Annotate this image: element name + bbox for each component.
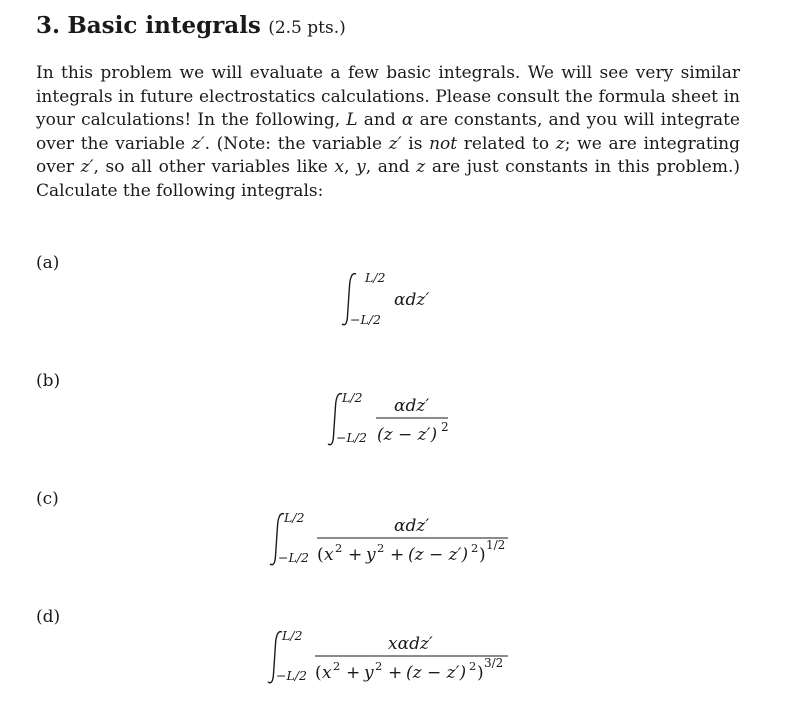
intro-text: , so all other variables like (93, 157, 335, 177)
intro-text: are just constants in this problem.) Calculate the following integrals: (36, 157, 740, 201)
var-z: z (416, 157, 426, 177)
intro-text: are constants, and you will integrate over the variable (36, 110, 740, 154)
part-a-svg (330, 262, 450, 334)
den-sq: 2 (377, 541, 385, 555)
den-zdiff: (z − z′) (406, 663, 467, 683)
den-exponent: 2 (441, 420, 449, 434)
intro-text: related to (457, 133, 556, 154)
denominator: (z − z′) (377, 425, 438, 445)
var-y: y (356, 157, 366, 177)
lower-limit: −L/2 (278, 550, 309, 565)
den-open-paren: ( (315, 663, 322, 683)
intro-paragraph (36, 62, 740, 203)
var-z: z (555, 133, 565, 154)
var-x: x (334, 157, 345, 177)
lower-limit: −L/2 (336, 430, 367, 445)
integrand: αdz′ (394, 290, 430, 310)
part-d-svg (258, 620, 528, 696)
den-sq: 2 (469, 659, 477, 673)
upper-limit: L/2 (365, 270, 386, 285)
part-c-formula (260, 502, 530, 578)
intro-text: ; we are integrating over (36, 133, 740, 177)
den-zdiff: (z − z′) (408, 545, 469, 565)
intro-text: . (Note: the variable (204, 133, 389, 154)
intro-text: is (401, 133, 430, 154)
part-c-svg (260, 502, 530, 578)
den-y: y (366, 545, 376, 565)
den-y: y (364, 663, 374, 683)
part-b-label: (b) (36, 371, 61, 391)
problem-name: Basic integrals (67, 12, 261, 39)
problem-number: 3. (36, 12, 61, 39)
den-sq: 2 (375, 659, 383, 673)
emphasis-not: not (429, 133, 458, 154)
den-exponent: 1/2 (486, 538, 506, 552)
numerator: αdz′ (394, 396, 430, 416)
lower-limit: −L/2 (276, 668, 307, 683)
intro-text: and (357, 110, 402, 130)
part-a-formula (330, 262, 450, 334)
var-z-prime: z′ (388, 133, 402, 154)
den-sq: 2 (333, 659, 341, 673)
intro-text: , and (365, 157, 417, 177)
den-sq: 2 (335, 541, 343, 555)
den-x: x (324, 545, 334, 565)
den-close-paren: ) (479, 545, 486, 565)
den-sq: 2 (471, 541, 479, 555)
problem-points: (2.5 pts.) (268, 18, 346, 38)
var-z-prime: z′ (191, 133, 205, 154)
var-z-prime: z′ (80, 157, 94, 177)
var-alpha: α (401, 110, 414, 130)
part-c-label: (c) (36, 489, 59, 509)
intro-text: In this problem we will evaluate a few basic integrals. We will see very similar integrals in future electrostatics calculations. Please consult the formula sheet in your calculations! In the following, (36, 63, 740, 130)
part-d-formula (258, 620, 528, 696)
upper-limit: L/2 (342, 390, 363, 405)
den-plus: + (346, 663, 361, 683)
den-x: x (322, 663, 332, 683)
intro-text: , (344, 157, 357, 177)
part-b-formula (318, 382, 468, 458)
problem-title (36, 12, 346, 39)
den-plus: + (348, 545, 363, 565)
part-a-label: (a) (36, 253, 60, 273)
part-d-label: (d) (36, 607, 61, 627)
part-b-svg (318, 382, 468, 458)
den-close-paren: ) (477, 663, 484, 683)
upper-limit: L/2 (284, 510, 305, 525)
den-open-paren: ( (317, 545, 324, 565)
numerator: αdz′ (394, 516, 430, 536)
den-plus: + (388, 663, 403, 683)
lower-limit: −L/2 (350, 312, 381, 327)
den-plus: + (390, 545, 405, 565)
var-L: L (346, 110, 358, 130)
den-exponent: 3/2 (484, 656, 504, 670)
upper-limit: L/2 (282, 628, 303, 643)
numerator: xαdz′ (388, 634, 433, 654)
